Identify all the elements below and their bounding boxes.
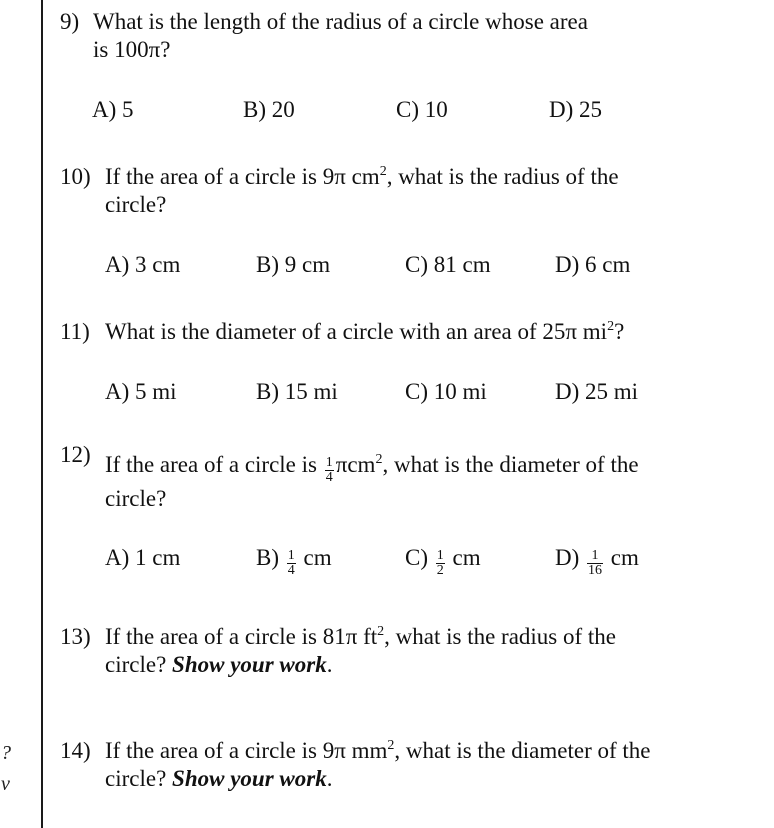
question-text-line1: [105, 737, 651, 765]
question-text-line1: [105, 451, 639, 485]
question-text-line2: [105, 765, 332, 793]
exponent: 2: [375, 452, 383, 467]
choice-d: [555, 545, 639, 578]
question-text-line2: circle?: [105, 486, 167, 511]
fraction-denominator: 2: [436, 563, 444, 578]
question-text-cont: , what is the diameter of the: [394, 738, 651, 763]
choice-c: C) 81 cm: [405, 252, 491, 277]
fraction: [436, 549, 445, 578]
question-text-line1: [105, 623, 616, 651]
choice-a: A) 5 mi: [105, 379, 177, 404]
question-number: 11): [60, 319, 90, 344]
choice-unit: cm: [452, 545, 481, 570]
question-text-line1: What is the length of the radius of a circle whose area: [93, 9, 588, 34]
question-text-line2: [105, 651, 332, 679]
choice-b: [256, 545, 332, 578]
fraction-numerator: 1: [436, 548, 444, 563]
question-text: If the area of a circle is: [105, 452, 317, 477]
question-text: If the area of a circle is 81π ft: [105, 624, 378, 649]
question-number: 13): [60, 624, 91, 649]
choice-prefix: D): [555, 545, 580, 570]
choice-d: D) 6 cm: [555, 252, 631, 277]
margin-mark-v: v: [1, 773, 10, 795]
choice-d: D) 25 mi: [555, 379, 639, 404]
question-text: If the area of a circle is 9π cm: [105, 164, 380, 189]
question-text: circle?: [105, 766, 167, 791]
fraction-numerator: 1: [287, 548, 295, 563]
question-text: If the area of a circle is 9π mm: [105, 738, 388, 763]
fraction-numerator: 1: [325, 455, 333, 470]
choice-a: A) 5: [92, 97, 134, 122]
question-number: 10): [60, 164, 91, 189]
choice-b: B) 9 cm: [256, 252, 331, 277]
fraction: [325, 456, 334, 485]
choice-prefix: B): [256, 545, 279, 570]
choice-c: C) 10 mi: [405, 379, 487, 404]
question-number: 9): [60, 9, 80, 34]
instruction-emphasis: Show your work: [172, 766, 327, 791]
choice-a: A) 1 cm: [105, 545, 181, 570]
fraction: [287, 549, 296, 578]
question-text-line1: [105, 318, 624, 346]
margin-divider-line: [41, 0, 43, 828]
fraction: [587, 549, 603, 578]
fraction-numerator: 1: [587, 549, 603, 564]
question-text-cont: , what is the radius of the: [386, 164, 619, 189]
fraction-denominator: 4: [325, 470, 333, 485]
question-text-cont: , what is the diameter of the: [382, 452, 639, 477]
fraction-denominator: 4: [287, 563, 295, 578]
question-text-line2: is 100π?: [93, 37, 171, 62]
choice-unit: cm: [610, 545, 639, 570]
question-text-cont: , what is the radius of the: [384, 624, 617, 649]
question-text-cont: ?: [614, 319, 625, 344]
exponent: 2: [387, 738, 395, 753]
question-text-line1: [105, 163, 619, 191]
choice-a: A) 3 cm: [105, 252, 181, 277]
exponent: 2: [607, 319, 615, 334]
choice-b: B) 20: [243, 97, 295, 122]
choice-c: C) 10: [396, 97, 448, 122]
fraction-denominator: 16: [588, 563, 603, 578]
choice-prefix: C): [405, 545, 428, 570]
question-text-line2: circle?: [105, 192, 167, 217]
sentence-end: .: [326, 766, 333, 791]
instruction-emphasis: Show your work: [172, 652, 327, 677]
question-number: 14): [60, 738, 91, 763]
sentence-end: .: [326, 652, 333, 677]
margin-mark-question: ?: [1, 742, 11, 764]
question-text: What is the diameter of a circle with an area of 25π mi: [105, 319, 608, 344]
choice-unit: cm: [303, 545, 332, 570]
choice-b: B) 15 mi: [256, 379, 338, 404]
question-text-pi: πcm: [335, 452, 376, 477]
question-number: 12): [60, 442, 91, 467]
exponent: 2: [377, 624, 385, 639]
choice-d: D) 25: [549, 97, 603, 122]
exponent: 2: [379, 164, 387, 179]
choice-c: [405, 545, 481, 578]
question-text: circle?: [105, 652, 167, 677]
